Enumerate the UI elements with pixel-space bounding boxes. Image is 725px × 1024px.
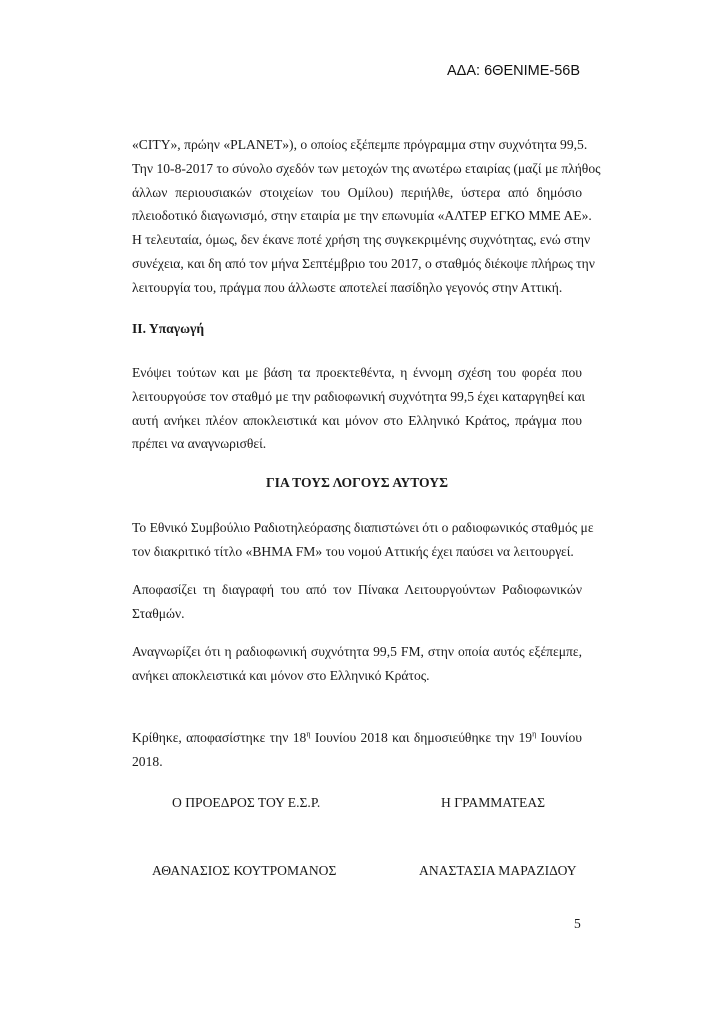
text-line: τον διακριτικό τίτλο «ΒΗΜΑ FM» του νομού Αττικής έχει παύσει να λειτουργεί. — [132, 543, 574, 559]
text-line: Την 10-8-2017 το σύνολο σχεδόν των μετοχών της ανωτέρω εταιρίας (μαζί με πλήθος — [132, 160, 601, 176]
text-line: άλλων περιουσιακών στοιχείων του Ομίλου) περιήλθε, ύστερα από δημόσιο — [132, 184, 582, 200]
text-line: αυτή ανήκει πλέον αποκλειστικά και μόνον στο Ελληνικό Κράτος, πράγμα που — [132, 412, 582, 428]
text-line — [132, 726, 582, 750]
paragraph-decision-3 — [132, 640, 582, 688]
paragraph-decision-1 — [132, 516, 594, 564]
signature-title-president: Ο ΠΡΟΕΔΡΟΣ ΤΟΥ Ε.Σ.Ρ. — [172, 795, 321, 810]
text-line: Ενόψει τούτων και με βάση τα προεκτεθέντα, η έννομη σχέση του φορέα που — [132, 365, 582, 380]
section-heading-subsumption: ΙΙ. Υπαγωγή — [132, 321, 205, 336]
paragraph-judgment-date — [132, 726, 582, 774]
text-line: λειτουργούσε τον σταθμό με την ραδιοφωνική συχνότητα 99,5 έχει καταργηθεί και — [132, 388, 586, 404]
text-line: ανήκει αποκλειστικά και μόνον στο Ελληνικό Κράτος. — [132, 667, 430, 683]
text-line: 2018. — [132, 753, 163, 769]
text-line: Σταθμών. — [132, 605, 185, 621]
page-number: 5 — [574, 916, 581, 931]
text-line: συνέχεια, και δη από τον μήνα Σεπτέμβριο του 2017, ο σταθμός διέκοψε πλήρως την — [132, 255, 595, 271]
judgment-text: Ιουνίου — [536, 730, 582, 745]
text-line: «CITY», πρώην «PLANET»), ο οποίος εξέπεμπε πρόγραμμα στην συχνότητα 99,5. — [132, 137, 588, 152]
paragraph-decision-2 — [132, 578, 582, 626]
text-line: λειτουργία του, πράγμα που άλλωστε αποτελεί πασίδηλο γεγονός στην Αττική. — [132, 279, 563, 295]
text-line: Αναγνωρίζει ότι η ραδιοφωνική συχνότητα 99,5 FM, στην οποία αυτός εξέπεμπε, — [132, 644, 582, 659]
text-line: Αποφασίζει τη διαγραφή του από τον Πίνακα Λειτουργούντων Ραδιοφωνικών — [132, 582, 582, 597]
paragraph-intro — [132, 133, 601, 300]
signature-name-secretary: ΑΝΑΣΤΑΣΙΑ ΜΑΡΑΖΙΔΟΥ — [419, 863, 577, 878]
superscript: η — [532, 729, 537, 739]
text-line: Το Εθνικό Συμβούλιο Ραδιοτηλεόρασης διαπιστώνει ότι ο ραδιοφωνικός σταθμός με — [132, 520, 594, 535]
text-line: πρέπει να αναγνωρισθεί. — [132, 436, 267, 452]
judgment-text: Ιουνίου 2018 και δημοσιεύθηκε την 19 — [310, 730, 533, 745]
text-line: Η τελευταία, όμως, δεν έκανε ποτέ χρήση της συγκεκριμένης συχνότητας, ενώ στην — [132, 232, 591, 248]
signature-name-president: ΑΘΑΝΑΣΙΟΣ ΚΟΥΤΡΟΜΑΝΟΣ — [152, 863, 337, 878]
paragraph-subsumption — [132, 361, 586, 456]
superscript: η — [306, 729, 311, 739]
text-line: πλειοδοτικό διαγωνισμό, στην εταιρία με την επωνυμία «ΑΛΤΕΡ ΕΓΚΟ ΜΜΕ ΑΕ». — [132, 208, 592, 224]
ada-code: ΑΔΑ: 6ΘΕΝΙΜΕ-56Β — [447, 63, 580, 79]
judgment-text: Κρίθηκε, αποφασίστηκε την 18 — [132, 730, 307, 745]
signature-title-secretary: Η ΓΡΑΜΜΑΤΕΑΣ — [441, 795, 546, 810]
reasons-heading: ΓΙΑ ΤΟΥΣ ΛΟΓΟΥΣ ΑΥΤΟΥΣ — [266, 475, 448, 490]
